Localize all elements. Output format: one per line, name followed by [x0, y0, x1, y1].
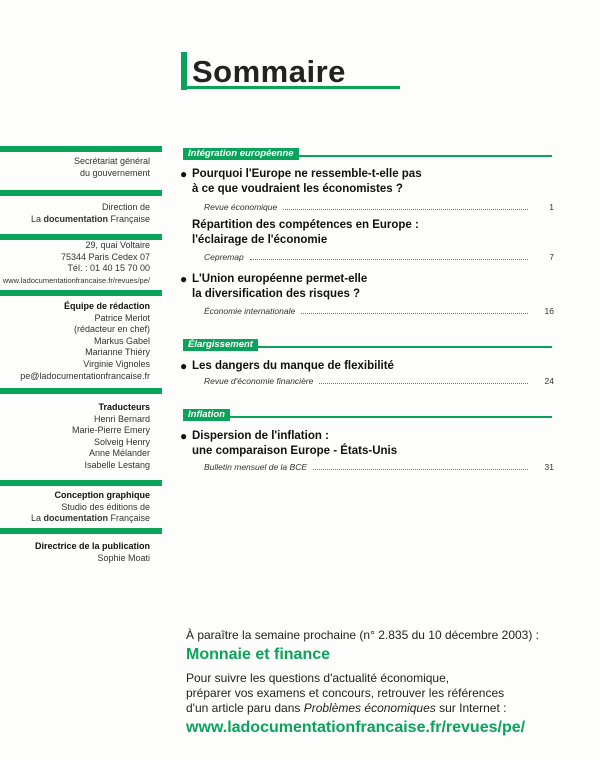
address-line: 29, quai Voltaire: [85, 240, 150, 250]
translator: Henri Bernard: [93, 413, 150, 424]
article-title[interactable]: ● Les dangers du manque de flexibilité: [180, 359, 394, 373]
bullet-icon: ●: [180, 272, 188, 286]
sidebar-divider: [0, 290, 162, 296]
article-source-row: [204, 202, 554, 212]
sidebar-divider: [0, 480, 162, 486]
page-number: 31: [544, 462, 554, 472]
leader-dots: [250, 253, 528, 260]
section-rule: [183, 416, 552, 418]
direction-line: Direction de: [101, 202, 150, 212]
next-issue-title: Monnaie et finance: [186, 646, 331, 663]
page-title: Sommaire: [192, 54, 346, 89]
article-source-row: [204, 376, 554, 386]
sidebar-divider: [0, 388, 162, 394]
article-source: Bulletin mensuel de la BCE: [204, 462, 308, 472]
team-member: (rédacteur en chef): [73, 324, 150, 334]
director-name: Sophie Moati: [97, 552, 150, 563]
sidebar-divider: [0, 146, 162, 152]
title-accent-bar: [181, 52, 187, 90]
article-title[interactable]: ● Pourquoi l'Europe ne ressemble-t-elle pas à ce que voudraient les économistes ?: [180, 167, 422, 195]
article-title[interactable]: ● L'Union européenne permet-elle la diversification des risques ?: [180, 272, 368, 300]
director-block: [0, 541, 150, 564]
page-number: 7: [549, 252, 554, 262]
article-source-row: [204, 306, 554, 316]
website-link[interactable]: www.ladocumentationfrancaise.fr/revues/pe/: [186, 719, 526, 736]
sidebar-divider: [0, 190, 162, 196]
article-source: Économie internationale: [204, 306, 296, 316]
promo-line: Pour suivre les questions d'actualité économique,: [186, 671, 450, 685]
phone-number: Tél. : 01 40 15 70 00: [67, 263, 150, 273]
team-heading: Équipe de rédaction: [63, 301, 150, 311]
translators-block: [0, 402, 150, 471]
design-block: [0, 490, 150, 525]
address-block: [0, 240, 150, 286]
team-member: Virginie Vignoles: [83, 358, 150, 369]
page-number: 16: [544, 306, 554, 316]
sidebar-divider: [0, 528, 162, 534]
translators-heading: Traducteurs: [98, 402, 150, 412]
section-label: Inflation: [183, 409, 230, 421]
article-source: Revue économique: [204, 202, 278, 212]
section-label: Élargissement: [183, 339, 258, 351]
address-line: 75344 Paris Cedex 07: [60, 251, 150, 262]
bullet-icon: ●: [180, 167, 188, 181]
design-line: La documentation Française: [30, 513, 150, 523]
page-number: 24: [544, 376, 554, 386]
team-member: Marianne Thiéry: [85, 347, 150, 357]
team-block: [0, 301, 150, 370]
leader-dots: [283, 203, 528, 210]
bullet-icon: ●: [180, 429, 188, 443]
email-link[interactable]: pe@ladocumentationfrancaise.fr: [20, 371, 150, 381]
publisher-line: Secrétariat général: [73, 156, 150, 166]
team-member: Patrice Merlot: [94, 312, 150, 323]
leader-dots: [301, 307, 528, 314]
translator: Anne Mélander: [88, 448, 150, 458]
promo-line: préparer vos examens et concours, retrouver les références: [186, 686, 505, 700]
publisher-block: [0, 156, 150, 179]
section-label: Intégration européenne: [183, 148, 299, 160]
next-issue-announcement: À paraître la semaine prochaine (n° 2.835 du 10 décembre 2003) :: [186, 628, 540, 642]
design-line: Studio des éditions de: [61, 501, 150, 512]
design-heading: Conception graphique: [54, 490, 150, 500]
promo-text: [186, 671, 586, 716]
leader-dots: [319, 377, 528, 384]
article-source-row: [204, 252, 554, 262]
website-link[interactable]: www.ladocumentationfrancaise.fr/revues/pe/: [2, 275, 150, 285]
bullet-icon: ●: [180, 359, 188, 373]
translator: Solveig Henry: [93, 436, 150, 447]
promo-line: d'un article paru dans Problèmes économiques sur Internet :: [186, 701, 507, 715]
direction-block: [0, 202, 150, 225]
translator: Marie-Pierre Emery: [71, 425, 150, 435]
article-source-row: [204, 462, 554, 472]
article-title[interactable]: ● Dispersion de l'inflation : une comparaison Europe - États-Unis: [180, 429, 398, 457]
article-source: Revue d'économie financière: [204, 376, 314, 386]
direction-line: La documentation Française: [30, 213, 150, 224]
director-heading: Directrice de la publication: [34, 541, 150, 551]
page-number: 1: [549, 202, 554, 212]
article-title[interactable]: Répartition des compétences en Europe : l'éclairage de l'économie: [192, 219, 419, 246]
publisher-line: du gouvernement: [79, 167, 150, 178]
translator: Isabelle Lestang: [84, 459, 150, 470]
team-member: Markus Gabel: [93, 335, 150, 346]
article-source: Cepremap: [204, 252, 244, 262]
leader-dots: [313, 463, 528, 470]
